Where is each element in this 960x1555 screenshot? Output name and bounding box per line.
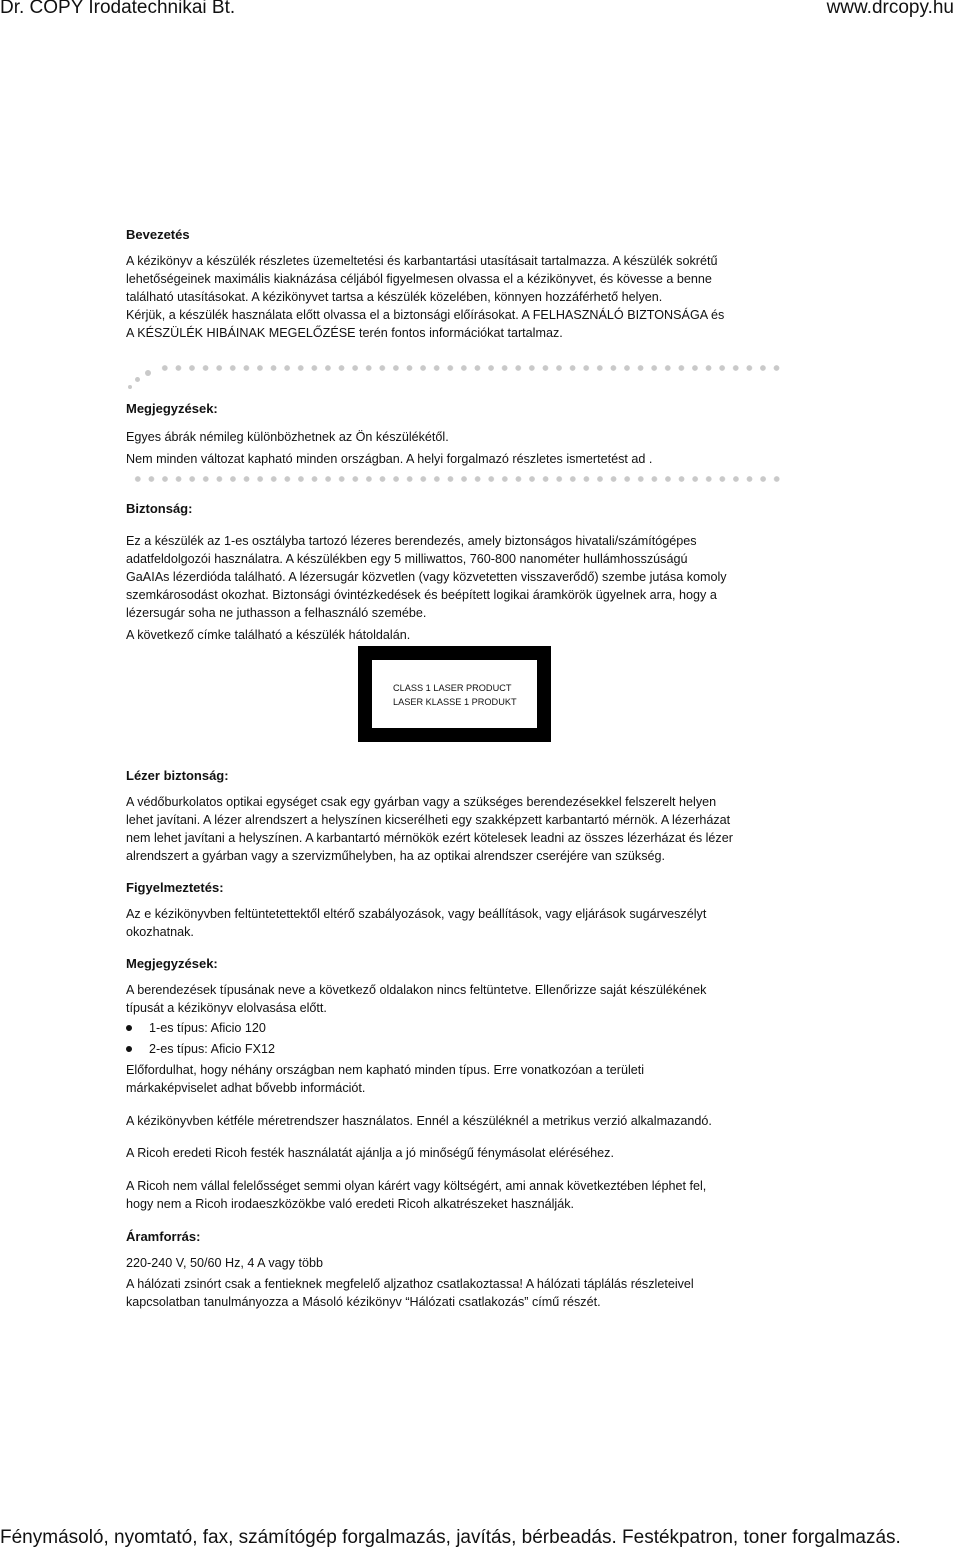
notes2-line: A berendezések típusának neve a következő oldalakon nincs feltüntetve. Ellenőrizze saját készülékének bbox=[126, 983, 707, 997]
bullet-item: 1-es típus: Aficio 120 bbox=[149, 1021, 266, 1035]
notes2-line: típusát a kézikönyv elolvasása előtt. bbox=[126, 1001, 327, 1015]
warning-title: Figyelmeztetés: bbox=[126, 880, 224, 895]
intro-line: Kérjük, a készülék használata előtt olvassa el a biztonsági előírásokat. A FELHASZNÁLÓ BIZTONSÁGA és bbox=[126, 308, 725, 322]
footer-services: Fénymásoló, nyomtató, fax, számítógép forgalmazás, javítás, bérbeadás. Festékpatron, toner forgalmazás. bbox=[0, 1527, 901, 1548]
liability-line: A Ricoh nem vállal felelősséget semmi olyan kárért vagy költségért, ami annak következtében léphet fel, bbox=[126, 1179, 707, 1193]
laser-safety-line: lehet javítani. A lézer alrendszert a helyszínen kicserélheti egy szakképzett karbantartó mérnök. A lézerházat bbox=[126, 813, 731, 827]
safety-section bbox=[126, 500, 786, 644]
notes2-section bbox=[126, 955, 786, 1017]
warning-line: Az e kézikönyvben feltüntetettektől eltérő szabályozások, vagy beállítások, vagy eljárások sugárveszélyt bbox=[126, 907, 707, 921]
bullet-icon bbox=[126, 1025, 132, 1031]
header-company-name: Dr. COPY Irodatechnikai Bt. bbox=[0, 0, 236, 18]
intro-section bbox=[126, 226, 786, 342]
metric-paragraph: A kézikönyvben kétféle méretrendszer használatos. Ennél a készüléknél a metrikus verzió alkalmazandó. bbox=[126, 1114, 712, 1128]
dotted-separator-top bbox=[158, 364, 781, 372]
notes-section bbox=[126, 400, 786, 468]
liability-paragraph bbox=[126, 1177, 786, 1213]
separator-dot bbox=[128, 385, 132, 389]
notes2-title: Megjegyzések: bbox=[126, 956, 218, 971]
laser-safety-line: alrendszert a gyárban vagy a szervizműhelyben, ha az optikai alrendszer cseréjére van szükség. bbox=[126, 849, 666, 863]
laser-label-inner bbox=[372, 660, 537, 728]
intro-title: Bevezetés bbox=[126, 227, 190, 242]
laser-safety-title: Lézer biztonság: bbox=[126, 768, 229, 783]
notes2-after bbox=[126, 1061, 786, 1097]
warning-section bbox=[126, 879, 786, 941]
safety-title: Biztonság: bbox=[126, 501, 193, 516]
laser-safety-line: nem lehet javítani a helyszínen. A karbantartó mérnökök ezért kötelesek leadni az összes lézerházat és lézer bbox=[126, 831, 733, 845]
laser-safety-section bbox=[126, 767, 786, 865]
laser-class-label bbox=[358, 646, 551, 742]
separator-dot bbox=[135, 377, 140, 382]
laser-label-line: CLASS 1 LASER PRODUCT bbox=[393, 683, 512, 693]
power-line: A hálózati zsinórt csak a fentieknek megfelelő aljzathoz csatlakoztassa! A hálózati táplálás részleteivel bbox=[126, 1277, 694, 1291]
header-website[interactable]: www.drcopy.hu bbox=[826, 0, 954, 18]
intro-line: A kézikönyv a készülék részletes üzemeltetési és karbantartási utasításait tartalmazza. A készülék sokrétű bbox=[126, 254, 718, 268]
power-title: Áramforrás: bbox=[126, 1229, 201, 1244]
dotted-separator-bottom bbox=[131, 475, 781, 483]
safety-after: A következő címke található a készülék hátoldalán. bbox=[126, 628, 411, 642]
toner-paragraph: A Ricoh eredeti Ricoh festék használatát ajánlja a jó minőségű fénymásolat eléréséhez. bbox=[126, 1146, 614, 1160]
safety-line: adatfeldolgozói használatra. A készülékben egy 5 milliwattos, 760-800 nanométer hullámhosszúságú bbox=[126, 552, 688, 566]
intro-line: lehetőségeinek maximális kiaknázása céljából figyelmesen olvassa el a kézikönyvet, és kövesse a benne bbox=[126, 272, 712, 286]
safety-line: GaAIAs lézerdióda található. A lézersugár közvetlen (vagy közvetetten visszaverődő) szembe jutása komoly bbox=[126, 570, 727, 584]
notes-line: Nem minden változat kapható minden országban. A helyi forgalmazó részletes ismertetést ad . bbox=[126, 452, 653, 466]
notes2-after-line: Előfordulhat, hogy néhány országban nem kapható minden típus. Erre vonatkozóan a területi bbox=[126, 1063, 645, 1077]
bullet-icon bbox=[126, 1046, 132, 1052]
notes-title: Megjegyzések: bbox=[126, 401, 218, 416]
intro-line: található utasításokat. A kézikönyvet tartsa a készülék közelében, könnyen hozzáférhető helyen. bbox=[126, 290, 663, 304]
safety-line: szemkárosodást okozhat. Biztonsági óvintézkedések és beépített logikai áramkörök ügyelnek arra, hogy a bbox=[126, 588, 717, 602]
laser-label-line: LASER KLASSE 1 PRODUKT bbox=[393, 697, 517, 707]
liability-line: hogy nem a Ricoh irodaeszközökbe való eredeti Ricoh alkatrészeket használják. bbox=[126, 1197, 575, 1211]
laser-safety-line: A védőburkolatos optikai egységet csak egy gyárban vagy a szükséges berendezésekkel felszerelt helyen bbox=[126, 795, 717, 809]
warning-line: okozhatnak. bbox=[126, 925, 194, 939]
intro-line: A KÉSZÜLÉK HIBÁINAK MEGELŐZÉSE terén fontos információkat tartalmaz. bbox=[126, 326, 563, 340]
power-spec: 220-240 V, 50/60 Hz, 4 A vagy több bbox=[126, 1256, 323, 1270]
separator-dot bbox=[145, 370, 151, 376]
power-line: kapcsolatban tanulmányozza a Másoló kézikönyv “Hálózati csatlakozás” című részét. bbox=[126, 1295, 601, 1309]
safety-line: Ez a készülék az 1-es osztályba tartozó lézeres berendezés, amely biztonságos hivatali/számítógépes bbox=[126, 534, 697, 548]
notes-line: Egyes ábrák némileg különbözhetnek az Ön készülékétől. bbox=[126, 430, 449, 444]
power-section bbox=[126, 1228, 786, 1311]
bullet-item: 2-es típus: Aficio FX12 bbox=[149, 1042, 275, 1056]
notes2-after-line: márkaképviselet adhat bővebb információt. bbox=[126, 1081, 366, 1095]
safety-line: lézersugár soha ne juthasson a felhasználó szemébe. bbox=[126, 606, 427, 620]
